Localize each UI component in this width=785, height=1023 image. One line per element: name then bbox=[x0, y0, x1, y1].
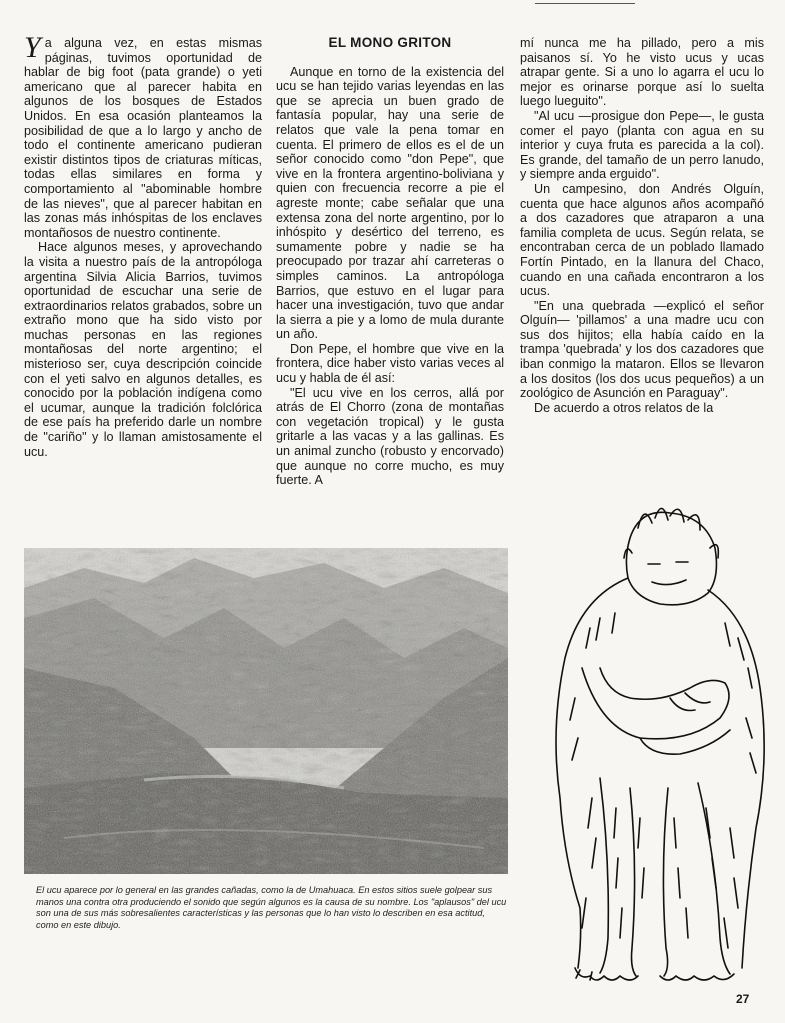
body-paragraph: "El ucu vive en los cerros, allá por atrás de El Chorro (zona de montañas con vegetación tropical) y le gusta gritarle a las vacas y a las gallinas. Es un animal zuncho (robusto y encorvado) que aunque no corre mucho, es muy fuerte. A bbox=[276, 385, 504, 488]
top-rule bbox=[535, 3, 635, 4]
body-paragraph: Aunque en torno de la existencia del ucu se han tejido varias leyendas en las que se aprecia un buen grado de fantasía popular, hay una serie de relatos que vale la pena tomar en cuenta. El primero de ellos es el de un señor conocido como "don Pepe", que vive en la frontera argentino-boliviana y quien con frecuencia recorre a pie el agreste monte; cabe señalar que una extensa zona del norte argentino, por lo inhóspito y desértico del terreno, es sumamente pobre y nadie se ha preocupado por trazar ahí carreteras o simples caminos. La antropóloga Barrios, que estuvo en el lugar para hacer una investigación, tuvo que andar la sierra a pie y a lomo de mula durante un año. bbox=[276, 64, 504, 342]
page-number: 27 bbox=[736, 992, 750, 1006]
left-column bbox=[24, 31, 262, 459]
body-paragraph: mí nunca me ha pillado, pero a mis paisanos sí. Yo he visto ucus y ucas atrapar gente. Si a uno lo agarra el ucu lo mejor es orinarse porque así lo suelta luego lueguito". bbox=[520, 36, 764, 109]
body-paragraph: "En una quebrada —explicó el señor Olguín— 'pillamos' a una madre ucu con sus dos hijitos; ella había caído en la trampa 'quebrada' y los dos cazadores que iban conmigo la mataron. Ellos se llevaron a los dositos (los dos ucus pequeños) a un zoológico de Asunción en Paraguay". bbox=[520, 298, 764, 401]
middle-column bbox=[276, 36, 504, 488]
photo-caption: El ucu aparece por lo general en las grandes cañadas, como la de Umahuaca. En estos sitios suele golpear sus manos una contra otra produciendo el sonido que según algunos es la causa de su nombre. Los "aplausos" del ucu son una de sus más sobresalientes características y las personas que lo han visto lo describen en esa actitud, como en este dibujo. bbox=[36, 885, 507, 930]
ravine-photo bbox=[24, 548, 508, 874]
right-column bbox=[520, 36, 764, 415]
intro-paragraph: Ya alguna vez, en estas mismas páginas, tuvimos oportunidad de hablar de big foot (pata grande) o yeti americano que al parecer habita en algunos de los bosques de Estados Unidos. En esa ocasión planteamos la posibilidad de que a lo largo y ancho de todo el continente americano pudieran existir distintos tipos de criaturas míticas, todas ellas similares en forma y comportamiento al "abominable hombre de las nieves", que al parecer habitan en las zonas más inhóspitas de los enclaves montañosos de nuestro continente. bbox=[24, 31, 262, 240]
body-paragraph: De acuerdo a otros relatos de la bbox=[534, 400, 714, 415]
body-paragraph: Don Pepe, el hombre que vive en la frontera, dice haber visto varias veces al ucu y habla de él así: bbox=[276, 341, 504, 386]
dropcap: Y bbox=[24, 31, 41, 64]
body-paragraph: Un campesino, don Andrés Olguín, cuenta que hace algunos años acompañó a dos cazadores que atraparon a una familia completa de ucus. Según relata, se encontraban cerca de un poblado llamado Fortín Pintado, en la llanura del Chaco, cuando en una cañada encontraron a los ucus. bbox=[520, 181, 764, 299]
section-title: EL MONO GRITON bbox=[328, 35, 452, 50]
ucu-drawing bbox=[520, 498, 782, 988]
body-paragraph: "Al ucu —prosigue don Pepe—, le gusta comer el payo (planta con agua en su interior y cuya fruta es parecida a la col). Es grande, del tamaño de un perro lanudo, y siempre anda erguido". bbox=[520, 108, 764, 182]
body-paragraph: Hace algunos meses, y aprovechando la visita a nuestro país de la antropóloga argentina Silvia Alicia Barrios, tuvimos oportunidad de escuchar una serie de extraordinarios relatos grabados, sobre un extraño mono que ha sido visto por muchas personas en las regiones montañosas del norte argentino; el misterioso ser, cuya descripción coincide con el yeti salvo en algunos detalles, es conocido por la población indígena como el ucumar, aunque la tradición folclórica de ese país ha preferido darle un nombre de "cariño" y lo llaman amistosamente el ucu. bbox=[24, 240, 262, 459]
